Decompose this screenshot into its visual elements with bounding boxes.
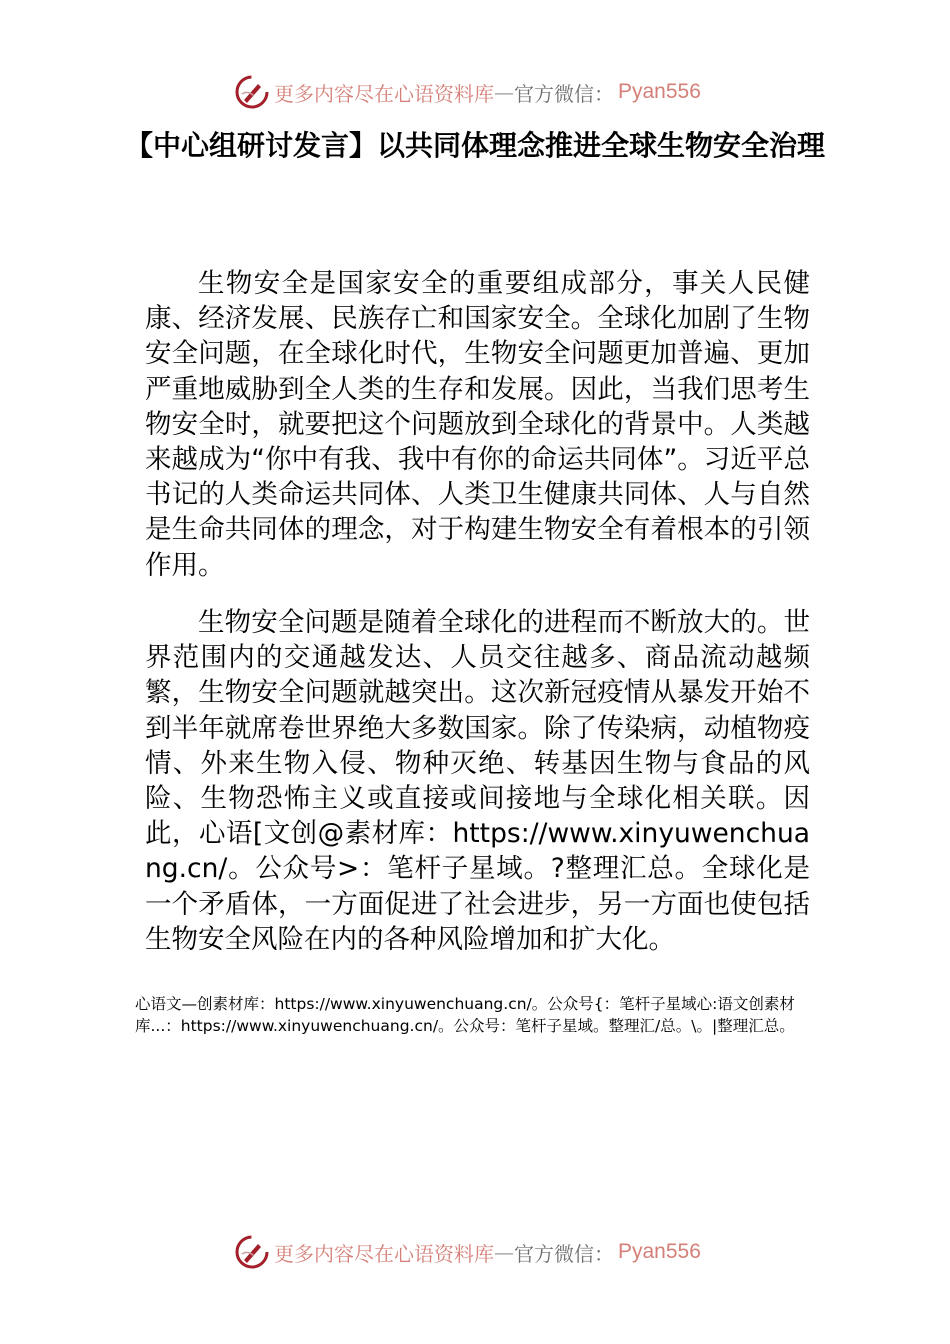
paragraph-2: [145, 605, 810, 957]
pen-circle-logo-icon: [234, 1234, 270, 1270]
paragraph-text: 生物安全是国家安全的重要组成部分，事关人民健康、经济发展、民族存亡和国家安全。全球化加剧了生物安全问题，在全球化时代，生物安全问题更加普遍、更加严重地威胁到全人类的生存和发展。因此，当我们思考生物安全时，就要把这个问题放到全球化的背景中。人类越来越成为“你中有我、我中有你的命运共同体”。习近平总书记的人类命运共同体、人类卫生健康共同体、人与自然是生命共同体的理念，对于构建生物安全有着根本的引领作用。: [145, 268, 810, 581]
pen-circle-logo-icon: [234, 74, 270, 110]
wechat-id: Pyan556: [618, 1240, 701, 1263]
separator: —: [494, 80, 514, 104]
wechat-label: 官方微信：: [514, 81, 614, 106]
document-title: 【中心组研讨发言】以共同体理念推进全球生物安全治理: [124, 129, 825, 162]
promo-text: 更多内容尽在心语资料库: [274, 81, 494, 106]
paragraph-1: [145, 266, 810, 583]
wechat-id: Pyan556: [618, 80, 701, 103]
promo-text: 更多内容尽在心语资料库: [274, 1241, 494, 1266]
footnote: 心语文—创素材库：https://www.xinyuwenchuang.cn/。公众号{：笔杆子星域心:语文创素材库...：https://www.xinyuwenchuang.cn/。公众号：笔杆子星域。整理汇/总。\。|整理汇总。: [135, 995, 795, 1035]
separator: —: [494, 1240, 514, 1264]
header-banner: [234, 72, 701, 112]
footer-banner: [234, 1232, 701, 1272]
wechat-label: 官方微信：: [514, 1241, 614, 1266]
paragraph-text: 生物安全问题是随着全球化的进程而不断放大的。世界范围内的交通越发达、人员交往越多、商品流动越频繁，生物安全问题就越突出。这次新冠疫情从暴发开始不到半年就席卷世界绝大多数国家。除了传染病，动植物疫情、外来生物入侵、物种灭绝、转基因生物与食品的风险、生物恐怖主义或直接或间接地与全球化相关联。因此，心语[文创@素材库：https://www.xinyuwenchuang.cn/。公众号>：笔杆子星域。?整理汇总。全球化是一个矛盾体，一方面促进了社会进步，另一方面也使包括生物安全风险在内的各种风险增加和扩大化。: [145, 607, 810, 955]
